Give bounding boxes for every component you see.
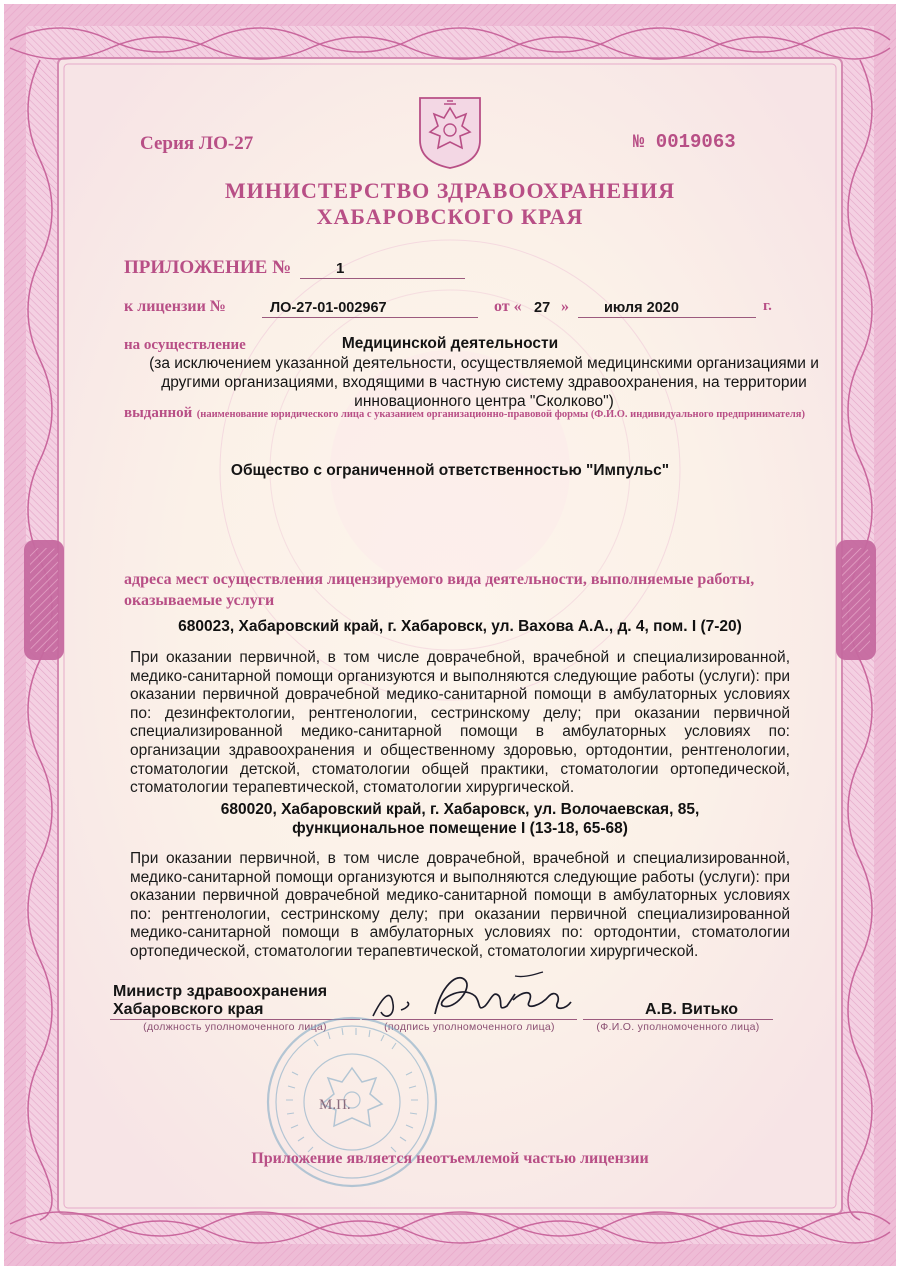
issued-hint: (наименование юридического лица с указанием организационно-правовой формы (Ф.И.О. индивидуального предпринимателя) bbox=[196, 409, 805, 420]
license-year-suffix: г. bbox=[763, 298, 772, 314]
activity-title: Медицинской деятельности bbox=[341, 335, 559, 352]
license-day-close: » bbox=[561, 298, 569, 315]
appendix-label: ПРИЛОЖЕНИЕ № bbox=[124, 257, 292, 278]
activity-label: на осуществление bbox=[124, 337, 246, 353]
company-name: Общество с ограниченной ответственностью "Импульс" bbox=[230, 462, 670, 479]
position-caption: (должность уполномоченного лица) bbox=[143, 1021, 327, 1033]
footer-note: Приложение является неотъемлемой частью лицензии bbox=[251, 1150, 649, 1167]
ministry-line-2: ХАБАРОВСКОГО КРАЯ bbox=[316, 204, 584, 229]
addresses-heading: адреса мест осуществления лицензируемого вида деятельности, выполняемые работы, оказываемые услуги bbox=[124, 571, 755, 609]
license-from-label: от « bbox=[494, 298, 522, 315]
place-1-services: При оказании первичной, в том числе доврачебной, врачебной и специализированной, медико-санитарной помощи организуются и выполняются следующие работы (услуги): при оказании первичной доврачебной медико-санитарной помощи в амбулаторных условиях по: дезинфектологии, рентгенологии, сестринскому делу; при оказании первичной специализированной медико-санитарной помощи в амбулаторных условиях по: организации здравоохранения и общественному здоровью, ортодонтии, рентгенологии, стоматологии детской, стоматологии общей практики, стоматологии ортопедической, стоматологии терапевтической, стоматологии хирургической. bbox=[130, 649, 790, 797]
issued-label: выданной bbox=[124, 405, 193, 421]
signer-position-line-2: Хабаровского края bbox=[113, 1001, 264, 1018]
signer-position-line-1: Министр здравоохранения bbox=[113, 983, 328, 1000]
ministry-line-1: МИНИСТЕРСТВО ЗДРАВООХРАНЕНИЯ bbox=[224, 178, 676, 203]
number-label bbox=[633, 131, 736, 153]
signer-name: А.В. Витько bbox=[645, 1001, 739, 1018]
license-month-year: июля 2020 bbox=[604, 300, 679, 316]
stamp-place-label: М.П. bbox=[319, 1097, 351, 1113]
appendix-number: 1 bbox=[336, 260, 345, 277]
ministry-title bbox=[150, 178, 750, 230]
place-2-services: При оказании первичной, в том числе доврачебной, врачебной и специализированной, медико-санитарной помощи организуются и выполняются следующие работы (услуги): при оказании первичной доврачебной медико-санитарной помощи в амбулаторных условиях по: рентгенологии, сестринскому делу; при оказании первичной специализированной медико-санитарной помощи в амбулаторных условиях по: ортодонтии, стоматологии ортопедической, стоматологии терапевтической, стоматологии хирургической. bbox=[130, 850, 790, 960]
license-label: к лицензии № bbox=[124, 298, 226, 315]
activity-exclusion: (за исключением указанной деятельности, осуществляемой медицинскими организациями и другими организациями, входящими в частную систему здравоохранения, на территории инновационного центра "Сколково") bbox=[149, 355, 819, 410]
signature-caption: (подпись уполномоченного лица) bbox=[384, 1021, 555, 1033]
license-number: ЛО-27-01-002967 bbox=[270, 300, 387, 316]
series-label: Серия ЛО-27 bbox=[140, 133, 254, 154]
name-caption: (Ф.И.О. уполномоченного лица) bbox=[596, 1021, 760, 1033]
issued-block bbox=[124, 404, 814, 423]
license-blank-number: № 0019063 bbox=[633, 131, 736, 153]
license-day: 27 bbox=[534, 300, 551, 316]
place-2-address: 680020, Хабаровский край, г. Хабаровск, ул. Волочаевская, 85, функциональное помещение I (13-18, 65-68) bbox=[220, 801, 700, 837]
coat-of-arms-icon bbox=[414, 92, 486, 170]
place-1-address: 680023, Хабаровский край, г. Хабаровск, ул. Вахова А.А., д. 4, пом. I (7-20) bbox=[178, 618, 742, 635]
